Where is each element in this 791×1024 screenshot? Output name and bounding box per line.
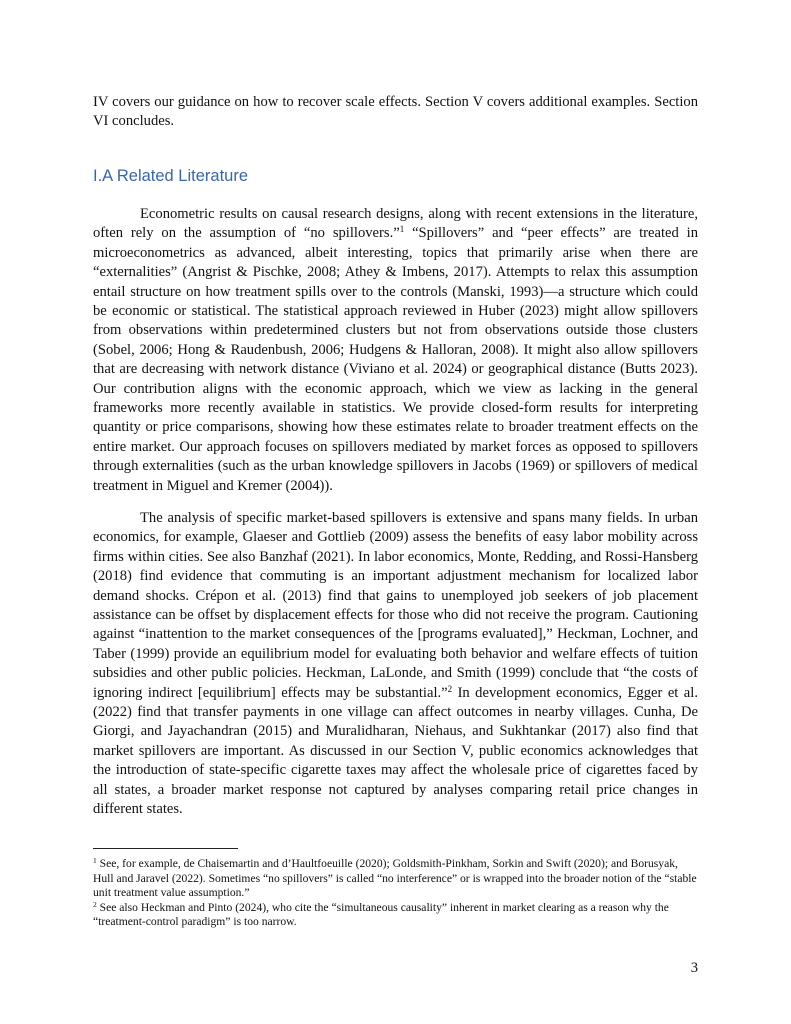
footnote-divider — [93, 848, 238, 849]
footnote-2 — [93, 901, 698, 930]
paragraph-related-literature-1 — [93, 205, 698, 496]
footnote-1 — [93, 857, 698, 901]
paragraph1-text-b: “Spillovers” and “peer effects” are treated in microeconometrics as advanced, albeit interesting, topics that primarily arise when there are “externalities” (Angrist & Pischke, 2008; Athey & Imbens, 2017). Attempts to relax this assumption entail structure on how treatment spills over to the controls (Manski, 1993)—a structure which could be economic or statistical. The statistical approach reviewed in Huber (2023) might allow spillovers from observations within predetermined clusters but not from observations outside those clusters (Sobel, 2006; Hong & Raudenbush, 2006; Hudgens & Halloran, 2008). It might also allow spillovers that are decreasing with network distance (Viviano et al. 2024) or geographical distance (Butts 2023). Our contribution aligns with the economic approach, which we view as lacking in the general frameworks more recently available in statistics. We provide closed-form results for interpreting quantity or price comparisons, showing how these estimates relate to broader treatment effects on the entire market. Our approach focuses on spillovers mediated by market forces as opposed to spillovers through externalities (such as the urban knowledge spillovers in Jacobs (1969) or spillovers of medical treatment in Miguel and Kremer (2004)). — [93, 225, 698, 494]
footnote-marker-2[interactable]: 2 — [447, 683, 453, 694]
paragraph2-text-a: The analysis of specific market-based spillovers is extensive and spans many fields. In urban economics, for example, Glaeser and Gottlieb (2009) assess the benefits of easy labor mobility across firms within cities. See also Banzhaf (2021). In labor economics, Monte, Redding, and Rossi-Hansberg (2018) find evidence that commuting is an important adjustment mechanism for localized labor demand shocks. Crépon et al. (2013) find that gains to unemployed job seekers of job placement assistance can be offset by displacement effects for those who did not receive the program. Cautioning against “inattention to the market consequences of the [programs evaluated],” Heckman, Lochner, and Taber (1999) provide an equilibrium model for evaluating both behavior and welfare effects of tuition subsidies and other public policies. Heckman, LaLonde, and Smith (1999) conclude that “the costs of ignoring indirect [equilibrium] effects may be substantial.” — [93, 510, 698, 701]
footnote-2-text: See also Heckman and Pinto (2024), who cite the “simultaneous causality” inherent in market clearing as a reason why the “treatment-control paradigm” is too narrow. — [93, 900, 669, 929]
intro-paragraph: IV covers our guidance on how to recover scale effects. Section V covers additional examples. Section VI concludes. — [93, 94, 698, 130]
footnote-1-text: See, for example, de Chaisemartin and d’Haultfoeuille (2020); Goldsmith-Pinkham, Sorkin and Swift (2020); and Borusyak, Hull and Jaravel (2022). Sometimes “no spillovers” is called “no interference” or is wrapped into the broader notion of the “stable unit treatment value assumption.” — [93, 857, 697, 900]
footnote-1-mark: 1 — [93, 856, 97, 865]
footnote-marker-1[interactable]: 1 — [399, 224, 405, 235]
footnotes — [93, 857, 698, 930]
page-number: 3 — [690, 960, 698, 976]
paragraph1-text-a: Econometric results on causal research designs, along with recent extensions in the literature, often rely on the assumption of “no spillovers.” — [93, 206, 698, 242]
paragraph-related-literature-2 — [93, 509, 698, 820]
footnote-2-mark: 2 — [93, 899, 97, 909]
paragraph2-text-b: In development economics, Egger et al. (2022) find that transfer payments in one village can affect outcomes in nearby villages. Cunha, De Giorgi, and Jayachandran (2015) and Muralidharan, Niehaus, and Sukhtankar (2017) also find that market spillovers are important. As discussed in our Section V, public economics acknowledges that the introduction of state-specific cigarette taxes may affect the wholesale price of cigarettes faced by all states, a broader market response not captured by analyses comparing retail price changes in different states. — [93, 684, 698, 818]
section-heading: I.A Related Literature — [93, 167, 249, 185]
